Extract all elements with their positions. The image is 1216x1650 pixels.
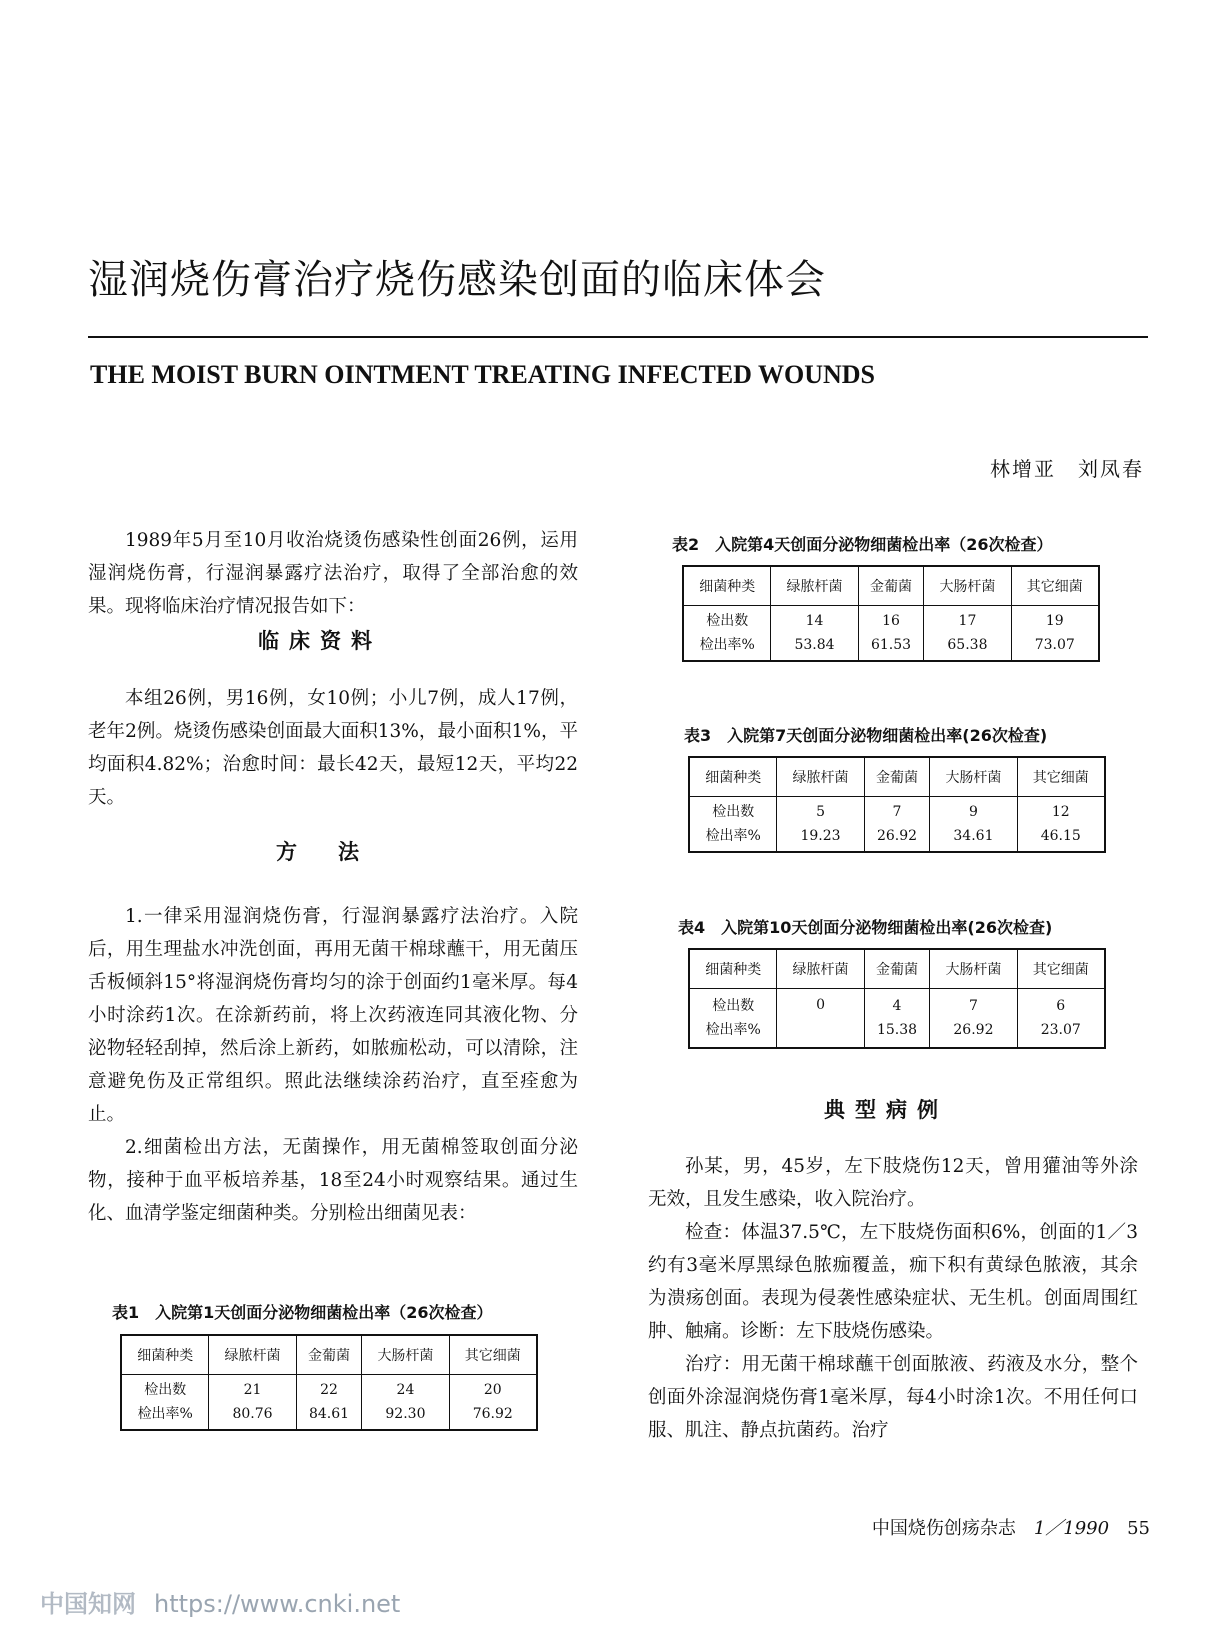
left-column [88,524,578,623]
clinical-data-paragraph: 本组26例，男16例，女10例；小儿7例，成人17例，老年2例。烧烫伤感染创面最大面积13%，最小面积1%，平均面积4.82%；治愈时间：最长42天，最短12天，平均22天。 [88,688,578,808]
heading-clinical-data: 临床资料 [258,628,382,653]
table-header-cell: 细菌种类 [121,1335,209,1375]
table-cell: 0 [777,989,864,1049]
watermark-url: https://www.cnki.net [154,1590,401,1618]
table-4 [688,948,1106,1049]
table-cell: 5 19.23 [777,797,864,853]
heading-methods: 方 法 [276,839,369,864]
table-cell: 16 61.53 [858,606,924,662]
case-paragraph-3: 治疗：用无菌干棉球蘸干创面脓液、药液及水分，整个创面外涂湿润烧伤膏1毫米厚，每4小时涂1次。不用任何口服、肌注、静点抗菌药。治疗 [648,1354,1138,1441]
title-rule [88,336,1148,338]
table-row-label: 检出数 检出率% [689,989,777,1049]
table-header-cell: 细菌种类 [689,757,777,797]
table-cell: 7 26.92 [930,989,1017,1049]
table-1-caption: 表1 入院第1天创面分泌物细菌检出率（26次检查） [112,1303,493,1322]
issue-number: 1／1990 [1033,1518,1110,1539]
table-header-cell: 金葡菌 [858,566,924,606]
table-row-label: 检出数 检出率% [689,797,777,853]
table-2 [682,565,1100,662]
table-header-cell: 其它细菌 [1011,566,1099,606]
table-header-cell: 绿脓杆菌 [777,757,864,797]
table-2-caption: 表2 入院第4天创面分泌物细菌检出率（26次检查） [672,535,1053,554]
case-paragraph-2: 检查：体温37.5℃，左下肢烧伤面积6%，创面的1／3约有3毫米厚黑绿色脓痂覆盖，痂下积有黄绿色脓液，其余为溃疡创面。表现为侵袭性感染症状、无生机。创面周围红肿、触痛。诊断：左下肢烧伤感染。 [648,1222,1138,1342]
table-header-cell: 其它细菌 [1017,757,1105,797]
methods-paragraph-1: 1.一律采用湿润烧伤膏，行湿润暴露疗法治疗。入院后，用生理盐水冲洗创面，再用无菌干棉球蘸干，用无菌压舌板倾斜15°将湿润烧伤膏均匀的涂于创面约1毫米厚。每4小时涂药1次。在涂新药前，将上次药液连同其液化物、分泌物轻轻刮掉，然后涂上新药，如脓痂松动，可以清除，注意避免伤及正常组织。照此法继续涂药治疗，直至痊愈为止。 [88,906,578,1125]
table-3-caption: 表3 入院第7天创面分泌物细菌检出率(26次检查) [684,726,1048,745]
table-cell: 14 53.84 [771,606,858,662]
table-3 [688,756,1106,853]
table-header-cell: 绿脓杆菌 [777,949,864,989]
table-4-caption: 表4 入院第10天创面分泌物细菌检出率(26次检查) [678,918,1053,937]
table-header-cell: 大肠杆菌 [930,949,1017,989]
watermark-name: 中国知网 [40,1590,136,1618]
table-header-cell: 绿脓杆菌 [209,1335,296,1375]
table-header-cell: 绿脓杆菌 [771,566,858,606]
table-header-cell: 细菌种类 [683,566,771,606]
table-cell: 19 73.07 [1011,606,1099,662]
table-cell: 9 34.61 [930,797,1017,853]
table-header-cell: 大肠杆菌 [362,1335,449,1375]
title-chinese: 湿润烧伤膏治疗烧伤感染创面的临床体会 [88,257,826,303]
intro-paragraph: 1989年5月至10月收治烧烫伤感染性创面26例，运用湿润烧伤膏，行湿润暴露疗法治疗，取得了全部治愈的效果。现将临床治疗情况报告如下： [88,530,578,617]
methods-paragraph-2: 2.细菌检出方法，无菌操作，用无菌棉签取创面分泌物，接种于血平板培养基，18至24小时观察结果。通过生化、血清学鉴定细菌种类。分别检出细菌见表： [88,1137,578,1224]
table-cell: 24 92.30 [362,1375,449,1431]
cnki-watermark [40,1584,400,1619]
authors: 林增亚 刘凤春 [990,457,1144,481]
table-header-cell: 金葡菌 [864,757,930,797]
table-header-cell: 大肠杆菌 [930,757,1017,797]
table-cell: 7 26.92 [864,797,930,853]
clinical-data-body [88,682,578,814]
table-row-label: 检出数 检出率% [121,1375,209,1431]
table-cell: 20 76.92 [449,1375,537,1431]
table-header-cell: 大肠杆菌 [924,566,1011,606]
journal-name: 中国烧伤创疡杂志 [871,1518,1016,1539]
title-english: THE MOIST BURN OINTMENT TREATING INFECTED WOUNDS [90,360,875,389]
table-cell: 6 23.07 [1017,989,1105,1049]
table-cell: 12 46.15 [1017,797,1105,853]
table-cell: 4 15.38 [864,989,930,1049]
page-number: 55 [1127,1518,1150,1539]
table-header-cell: 细菌种类 [689,949,777,989]
case-paragraph-1: 孙某，男，45岁，左下肢烧伤12天，曾用獾油等外涂无效，且发生感染，收入院治疗。 [648,1156,1138,1210]
table-cell: 17 65.38 [924,606,1011,662]
heading-typical-case: 典型病例 [824,1097,948,1122]
page-footer [854,1514,1150,1540]
table-1 [120,1334,538,1431]
table-cell: 21 80.76 [209,1375,296,1431]
table-header-cell: 其它细菌 [449,1335,537,1375]
table-header-cell: 金葡菌 [296,1335,362,1375]
table-header-cell: 其它细菌 [1017,949,1105,989]
table-header-cell: 金葡菌 [864,949,930,989]
table-row-label: 检出数 检出率% [683,606,771,662]
methods-body [88,900,578,1230]
table-cell: 22 84.61 [296,1375,362,1431]
typical-case-body [648,1150,1138,1447]
